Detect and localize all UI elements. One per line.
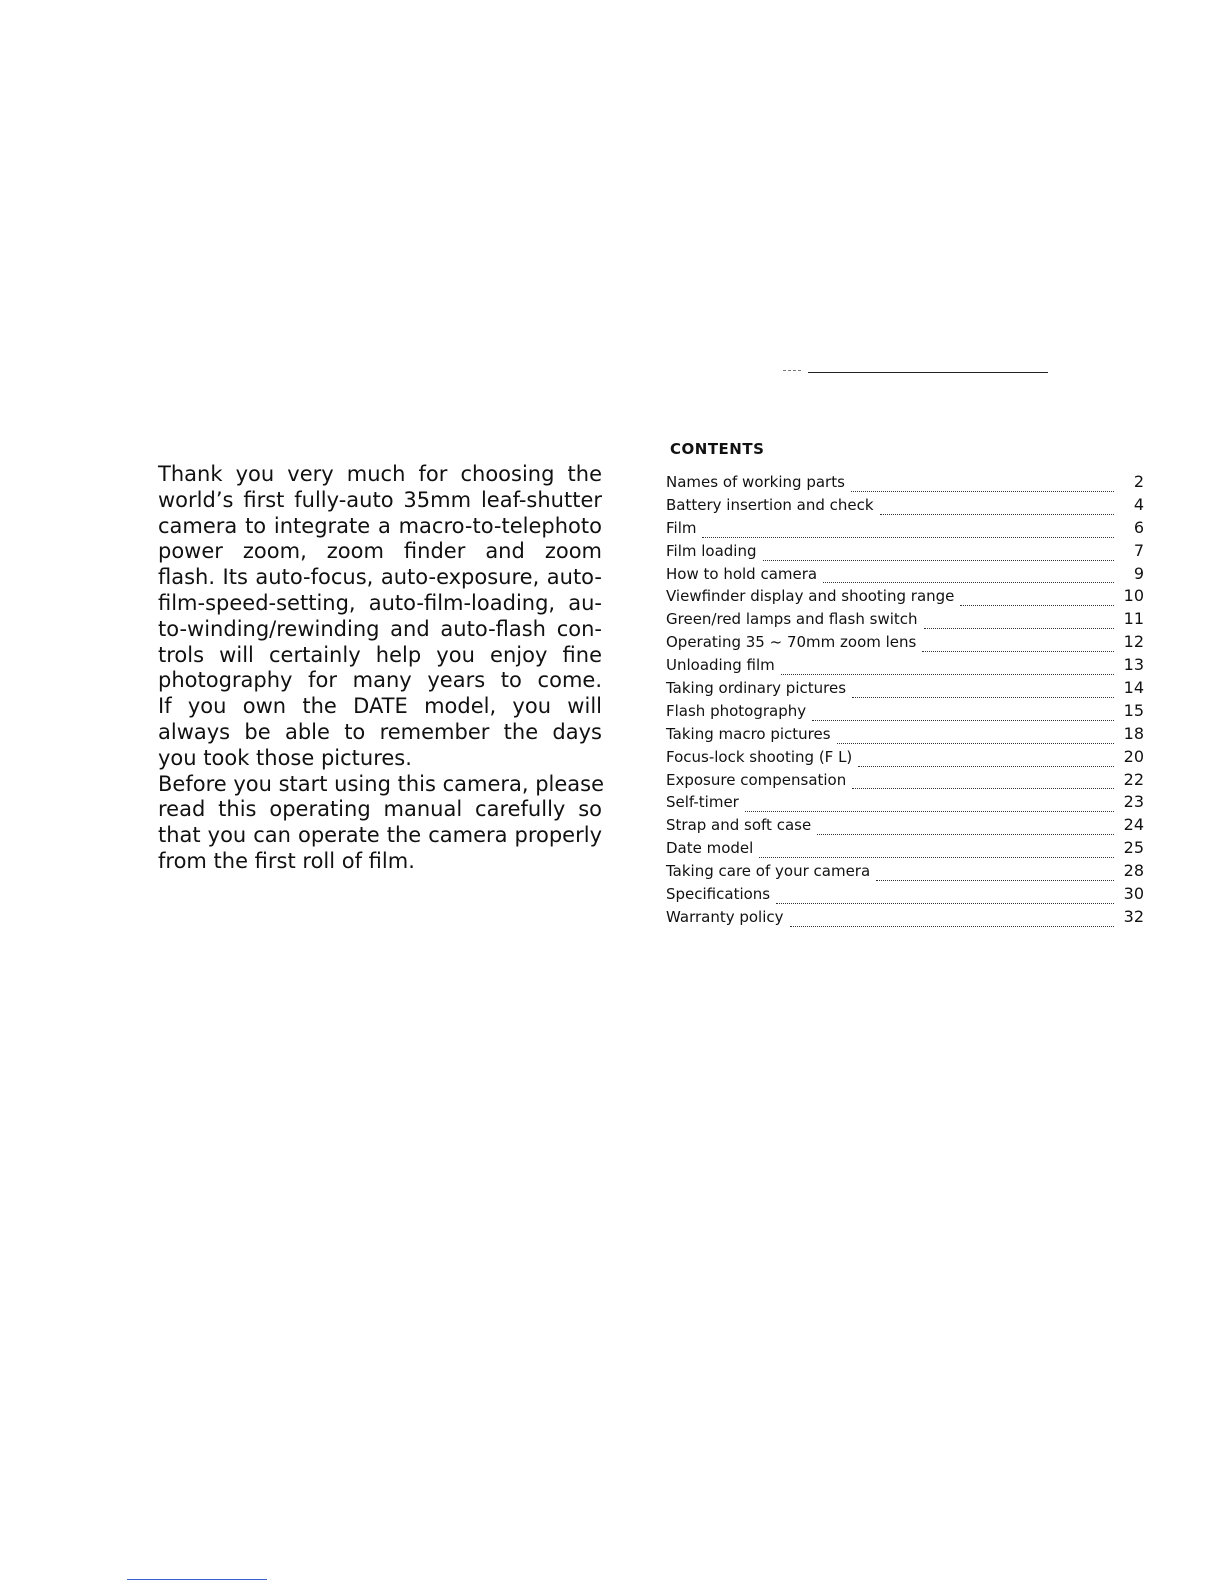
contents-entry	[666, 472, 1144, 495]
contents-entry	[666, 907, 1144, 930]
dot-leader	[852, 788, 1114, 789]
dot-leader	[924, 628, 1114, 629]
contents-entry	[666, 838, 1144, 861]
contents-entry-page: 24	[1123, 815, 1144, 835]
contents-entry-label: Unloading film	[666, 656, 775, 675]
dot-leader	[876, 880, 1114, 881]
table-of-contents	[666, 440, 1144, 930]
intro-line: world’s first fully-auto 35mm leaf-shutter	[158, 487, 602, 512]
contents-entry-page: 20	[1123, 746, 1144, 766]
contents-entry-page: 14	[1123, 678, 1144, 698]
contents-entry	[666, 609, 1144, 632]
intro-line: from the first roll of film.	[158, 848, 415, 873]
contents-entry-page: 6	[1133, 517, 1144, 537]
contents-entry-label: Film	[666, 518, 697, 537]
contents-entry-label: Film loading	[666, 541, 757, 560]
contents-entry	[666, 632, 1144, 655]
contents-entry-page: 7	[1133, 540, 1144, 560]
dot-leader	[776, 903, 1114, 904]
dot-leader	[851, 491, 1114, 492]
contents-entry-page: 28	[1123, 861, 1144, 881]
contents-entry	[666, 770, 1144, 793]
contents-entry-label: Battery insertion and check	[666, 495, 874, 514]
intro-line: If you own the DATE model, you will	[158, 694, 602, 719]
intro-paragraph	[158, 462, 605, 875]
dot-leader	[702, 537, 1114, 538]
intro-line: that you can operate the camera properly	[158, 823, 602, 848]
contents-entry-label: Date model	[666, 839, 754, 858]
dot-leader	[745, 811, 1114, 812]
intro-line: to-winding/rewinding and auto-flash con-	[158, 616, 602, 641]
contents-entry-label: Focus-lock shooting (F L)	[666, 747, 853, 766]
contents-entry	[666, 724, 1144, 747]
contents-title: CONTENTS	[670, 440, 765, 458]
contents-entry-label: Taking macro pictures	[666, 724, 831, 743]
contents-entry	[666, 495, 1144, 518]
dot-leader	[781, 674, 1114, 675]
dot-leader	[790, 926, 1114, 927]
intro-line: flash. Its auto-focus, auto-exposure, auto-	[158, 565, 602, 590]
contents-entry-label: Green/red lamps and flash switch	[666, 610, 918, 629]
intro-line: you took those pictures.	[158, 745, 412, 770]
dot-leader	[837, 743, 1114, 744]
contents-entry-page: 11	[1123, 609, 1144, 629]
intro-line: always be able to remember the days	[158, 719, 602, 744]
intro-line: Before you start using this camera, please	[158, 771, 605, 796]
contents-entry	[666, 655, 1144, 678]
dot-leader	[852, 697, 1114, 698]
dot-leader	[763, 560, 1114, 561]
contents-entry-label: Flash photography	[666, 701, 807, 720]
contents-entry-label: Exposure compensation	[666, 770, 847, 789]
contents-entry-page: 32	[1123, 906, 1144, 926]
contents-entry-page: 12	[1123, 632, 1144, 652]
dot-leader	[922, 651, 1114, 652]
contents-entry-page: 25	[1123, 838, 1144, 858]
contents-entry-page: 18	[1123, 723, 1144, 743]
contents-list	[666, 472, 1144, 930]
contents-entry-page: 13	[1123, 655, 1144, 675]
contents-entry-label: Taking ordinary pictures	[666, 679, 847, 698]
intro-line: power zoom, zoom finder and zoom	[158, 539, 602, 564]
contents-entry-page: 22	[1123, 769, 1144, 789]
dot-leader	[880, 514, 1114, 515]
contents-entry	[666, 815, 1144, 838]
contents-entry	[666, 541, 1144, 564]
bottom-rule	[127, 1579, 267, 1580]
contents-entry-label: How to hold camera	[666, 564, 818, 583]
contents-entry-label: Strap and soft case	[666, 816, 812, 835]
intro-line: camera to integrate a macro-to-telephoto	[158, 513, 602, 538]
contents-entry	[666, 747, 1144, 770]
contents-entry	[666, 518, 1144, 541]
dot-leader	[812, 720, 1114, 721]
contents-entry	[666, 586, 1144, 609]
intro-line: photography for many years to come.	[158, 668, 602, 693]
top-rule	[808, 372, 1048, 373]
intro-line: read this operating manual carefully so	[158, 797, 602, 822]
contents-entry-label: Taking care of your camera	[666, 862, 871, 881]
dot-leader	[817, 834, 1114, 835]
intro-line: film-speed-setting, auto-film-loading, au-	[158, 590, 602, 615]
dot-leader	[960, 605, 1114, 606]
contents-entry-page: 4	[1133, 494, 1144, 514]
contents-entry-page: 2	[1133, 472, 1144, 491]
contents-entry	[666, 884, 1144, 907]
contents-entry-page: 15	[1123, 700, 1144, 720]
contents-entry	[666, 792, 1144, 815]
intro-line: trols will certainly help you enjoy fine	[158, 642, 602, 667]
contents-entry-page: 23	[1123, 792, 1144, 812]
contents-entry-page: 10	[1123, 586, 1144, 606]
contents-entry-label: Self-timer	[666, 793, 739, 812]
contents-entry	[666, 564, 1144, 587]
contents-entry-page: 9	[1133, 563, 1144, 583]
contents-entry	[666, 861, 1144, 884]
contents-entry-label: Names of working parts	[666, 473, 845, 491]
dot-leader	[858, 766, 1114, 767]
contents-entry	[666, 701, 1144, 724]
contents-entry-label: Specifications	[666, 885, 771, 904]
dot-leader	[823, 582, 1114, 583]
dot-leader	[759, 857, 1114, 858]
contents-entry	[666, 678, 1144, 701]
contents-entry-label: Viewfinder display and shooting range	[666, 587, 955, 606]
contents-entry-page: 30	[1123, 884, 1144, 904]
intro-line: Thank you very much for choosing the	[158, 462, 602, 486]
contents-entry-label: Operating 35 ~ 70mm zoom lens	[666, 633, 917, 652]
decorative-dash	[783, 370, 801, 371]
contents-entry-label: Warranty policy	[666, 907, 784, 926]
